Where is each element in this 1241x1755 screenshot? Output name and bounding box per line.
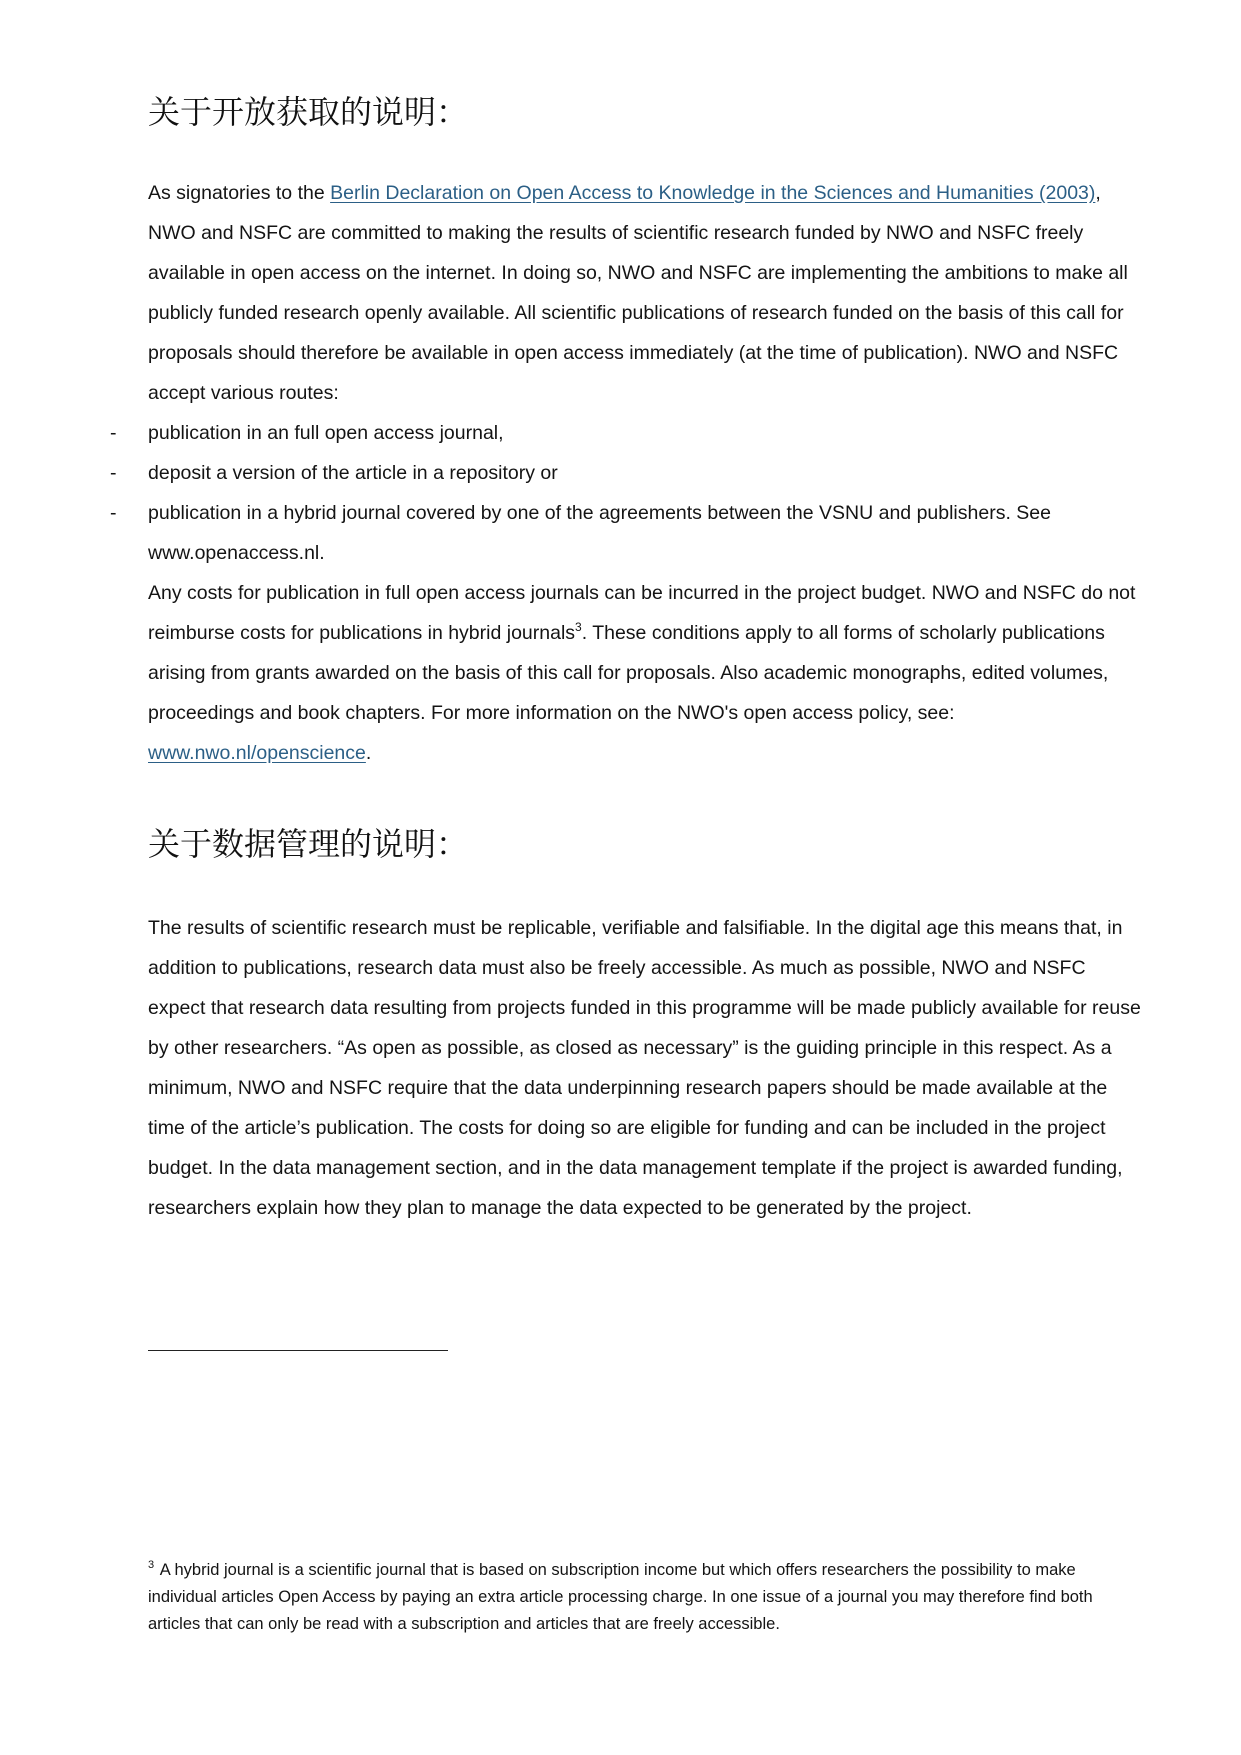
data-management-paragraph: The results of scientific research must be replicable, verifiable and falsifiable. In the digital age this means that, in addition to publications, research data must also be freely accessible. As much as possible, NWO and NSFC expect that research data resulting from projects funded in this programme will be made publicly available for reuse by other researchers. “As open as possible, as closed as necessary” is the guiding principle in this respect. As a minimum, NWO and NSFC require that the data underpinning research papers should be made available at the time of the article’s publication. The costs for doing so are eligible for funding and can be included in the project budget. In the data management section, and in the data management template if the project is awarded funding, researchers explain how they plan to manage the data expected to be generated by the project.: [148, 917, 1141, 1219]
list-item-text: deposit a version of the article in a repository or: [148, 462, 558, 484]
costs-paragraph: [148, 573, 1148, 773]
routes-list: [110, 413, 1148, 573]
footnote-reference[interactable]: 3: [575, 619, 582, 634]
policy-end: .: [365, 742, 372, 764]
data-management-heading: 关于数据管理的说明：: [148, 825, 469, 863]
list-dash: -: [110, 422, 117, 444]
footnote-marker: 3: [148, 1558, 155, 1571]
costs-text-1: Any costs for publication in full open access journals can be incurred in the project budget. NWO and NSFC do not reimburse costs for publications in hybrid journals: [148, 582, 1136, 644]
footnote-text: A hybrid journal is a scientific journal that is based on subscription income but which offers researchers the possibility to make individual articles Open Access by paying an extra article processing charge. In one issue of a journal you may therefore find both articles that can only be read with a subscription and articles that are freely accessible.: [148, 1561, 1093, 1633]
footnote: [148, 1557, 1138, 1638]
open-access-intro-paragraph: [148, 173, 1148, 413]
data-management-section: [148, 908, 1148, 1228]
intro-rest: , NWO and NSFC are committed to making the results of scientific research funded by NWO and NSFC freely available in open access on the internet. In doing so, NWO and NSFC are implementing the ambitions to make all publicly funded research openly available. All scientific publications of research funded on the basis of this call for proposals should therefore be available in open access immediately (at the time of publication). NWO and NSFC accept various routes:: [148, 182, 1128, 404]
open-access-section: [110, 173, 1148, 773]
intro-prefix: As signatories to the: [148, 182, 331, 204]
list-item: [110, 493, 1148, 573]
list-item: [110, 453, 1148, 493]
list-item-text: publication in a hybrid journal covered by one of the agreements between the VSNU and publishers. See www.openaccess.nl.: [148, 502, 1051, 564]
open-access-heading: 关于开放获取的说明：: [148, 93, 469, 131]
footnote-separator: [148, 1350, 448, 1351]
list-item: [110, 413, 1148, 453]
list-dash: -: [110, 462, 117, 484]
costs-text-2: . These conditions apply to all forms of scholarly publications arising from grants awarded on the basis of this call for proposals. Also academic monographs, edited volumes, proceedings and book chapters. For more information on the NWO's open access policy, see:: [148, 622, 1109, 724]
list-dash: -: [110, 502, 117, 524]
berlin-declaration-link[interactable]: Berlin Declaration on Open Access to Knowledge in the Sciences and Humanities (2003): [330, 182, 1096, 204]
nwo-openscience-link[interactable]: www.nwo.nl/openscience: [148, 742, 366, 764]
list-item-text: publication in an full open access journal,: [148, 422, 504, 444]
